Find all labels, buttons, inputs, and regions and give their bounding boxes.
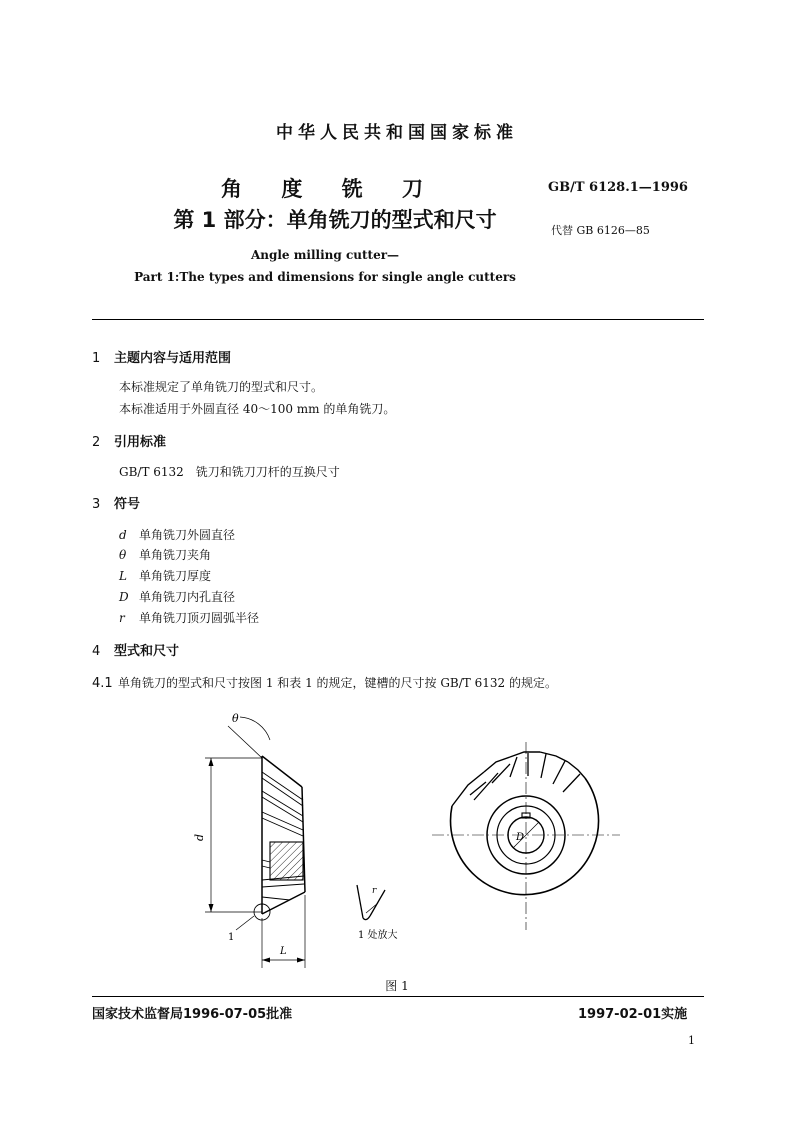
front-view — [432, 742, 620, 930]
symbol: D — [119, 590, 129, 604]
symbol-desc: 单角铣刀内孔直径 — [139, 590, 236, 604]
detail-caption: 1 处放大 — [358, 930, 398, 941]
symbol-desc: 单角铣刀顶刃圆弧半径 — [139, 611, 260, 625]
label-r: r — [372, 886, 377, 896]
section-1-line-2: 本标准适用于外圆直径 40～100 mm 的单角铣刀。 — [119, 402, 396, 416]
label-D: D — [516, 832, 525, 843]
symbol: r — [119, 611, 125, 625]
national-standard-heading: 中华人民共和国国家标准 — [276, 123, 518, 143]
implementation-date: 1997-02-01实施 — [578, 1007, 688, 1022]
section-2-line-1: GB/T 6132 铣刀和铣刀刀杆的互换尺寸 — [119, 465, 340, 479]
detail-view — [357, 885, 385, 920]
page-number: 1 — [688, 1034, 695, 1047]
approval-note: 国家技术监督局1996-07-05批准 — [92, 1007, 293, 1022]
section-title: 符号 — [114, 497, 141, 512]
label-theta: θ — [232, 712, 239, 725]
document-subtitle: 第 1 部分：单角铣刀的型式和尺寸 — [173, 208, 497, 232]
side-view — [205, 717, 305, 968]
symbol-desc: 单角铣刀外圆直径 — [139, 528, 236, 542]
label-L: L — [280, 946, 287, 957]
section-number: 1 — [92, 351, 101, 366]
clause-number: 4.1 — [92, 676, 113, 691]
english-title-line-2: Part 1:The types and dimensions for single angle cutters — [134, 270, 516, 284]
section-title: 引用标准 — [114, 435, 167, 450]
section-title: 型式和尺寸 — [114, 644, 180, 659]
standard-code: GB/T 6128.1—1996 — [548, 180, 688, 195]
symbol: d — [119, 528, 127, 542]
document-title: 角 度 铣 刀 — [221, 177, 439, 201]
clause-text: 单角铣刀的型式和尺寸按图 1 和表 1 的规定，键槽的尺寸按 GB/T 6132 的规定。 — [118, 676, 557, 690]
label-1: 1 — [228, 932, 235, 943]
symbol: L — [119, 569, 127, 583]
section-number: 4 — [92, 644, 101, 659]
symbol: θ — [119, 548, 127, 562]
figure-caption: 图 1 — [385, 979, 409, 993]
replaces-note: 代替 GB 6126—85 — [551, 224, 650, 237]
symbol-desc: 单角铣刀夹角 — [139, 548, 212, 562]
symbol-desc: 单角铣刀厚度 — [139, 569, 212, 583]
section-number: 3 — [92, 497, 101, 512]
label-d: d — [193, 833, 206, 841]
section-number: 2 — [92, 435, 101, 450]
section-title: 主题内容与适用范围 — [114, 351, 232, 366]
section-1-line-1: 本标准规定了单角铣刀的型式和尺寸。 — [119, 380, 324, 394]
footer-divider — [92, 996, 704, 997]
english-title-line-1: Angle milling cutter— — [250, 248, 400, 262]
